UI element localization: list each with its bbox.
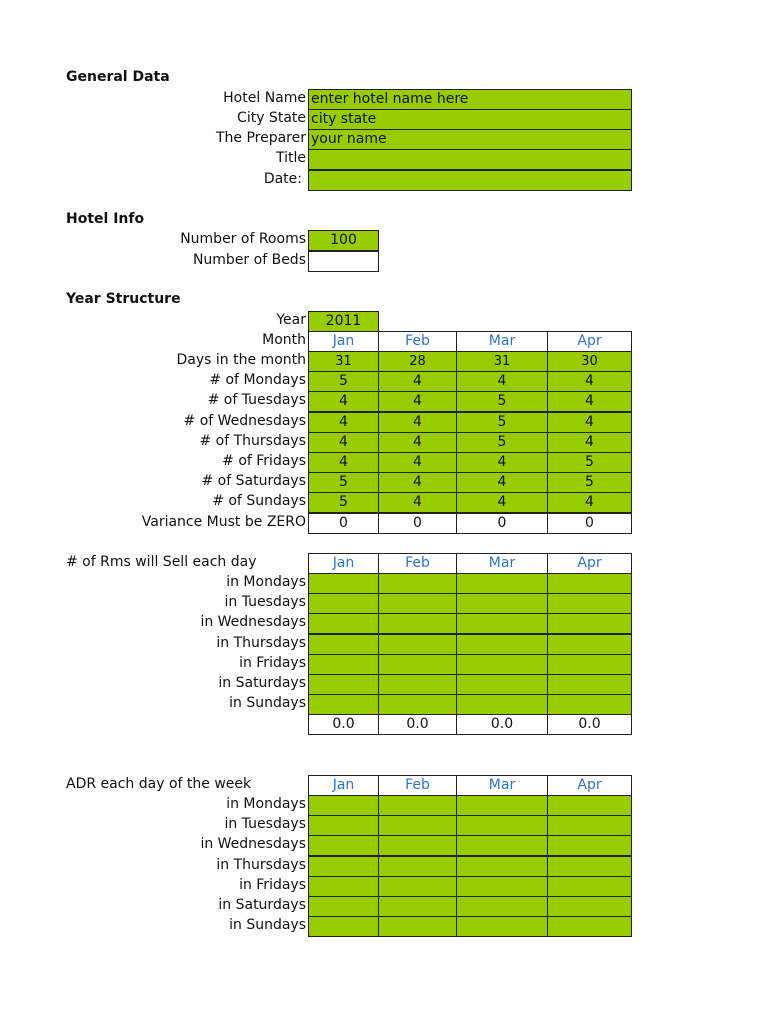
ys-cell-jan[interactable]: 5 [308,472,379,493]
rooms-sell-day-label: in Saturdays [218,675,306,691]
ys-cell-feb[interactable]: 4 [378,391,457,412]
rooms-sell-input-mar[interactable] [456,573,548,594]
adr-input-jan[interactable] [308,876,379,897]
adr-day-label: in Sundays [229,917,306,934]
ys-cell-mar[interactable]: 5 [456,412,548,433]
ys-cell-apr[interactable]: 4 [547,371,632,392]
ys-cell-apr[interactable]: 4 [547,412,632,433]
ys-row-label: # of Saturdays [201,473,306,490]
rooms-sell-input-mar[interactable] [456,694,548,715]
ys-cell-mar[interactable]: 4 [456,452,548,473]
ys-cell-jan[interactable]: 4 [308,412,379,433]
adr-input-apr[interactable] [547,795,632,816]
rs-month-mar: Mar [456,553,548,574]
adr-input-mar[interactable] [456,815,548,836]
adr-input-mar[interactable] [456,795,548,816]
adr-input-feb[interactable] [378,896,457,917]
rooms-sell-input-mar[interactable] [456,654,548,675]
adr-input-apr[interactable] [547,856,632,877]
rooms-sell-input-apr[interactable] [547,674,632,695]
rooms-sell-input-jan[interactable] [308,654,379,675]
ys-cell-feb[interactable]: 4 [378,492,457,513]
ys-cell-mar[interactable]: 4 [456,492,548,513]
rooms-sell-input-feb[interactable] [378,654,457,675]
year-structure-heading: Year Structure [66,291,181,307]
variance-mar: 0 [456,513,548,534]
hotel-name-field[interactable]: enter hotel name here [308,89,632,110]
ys-cell-jan[interactable]: 4 [308,432,379,453]
ys-cell-jan[interactable]: 31 [308,351,379,372]
rooms-sell-input-jan[interactable] [308,593,379,614]
adr-input-jan[interactable] [308,916,379,937]
adr-input-apr[interactable] [547,916,632,937]
adr-input-feb[interactable] [378,876,457,897]
rooms-sell-input-jan[interactable] [308,674,379,695]
adr-day-label: in Saturdays [218,897,306,913]
adr-day-label: in Thursdays [216,856,306,873]
ys-row-label: # of Fridays [222,453,306,469]
rooms-sell-input-mar[interactable] [456,674,548,695]
month-header-jan: Jan [308,331,379,352]
ys-cell-mar[interactable]: 4 [456,472,548,493]
rooms-field[interactable]: 100 [308,230,379,251]
title-label: Title [275,150,306,166]
rooms-sell-input-feb[interactable] [378,634,457,655]
variance-apr: 0 [547,513,632,534]
ys-cell-apr[interactable]: 4 [547,391,632,412]
rooms-sell-input-feb[interactable] [378,674,457,695]
adr-input-mar[interactable] [456,916,548,937]
adr-month-apr: Apr [547,775,632,796]
general-data-heading: General Data [66,69,170,85]
beds-field[interactable] [308,251,379,272]
adr-input-feb[interactable] [378,916,457,937]
date-field[interactable] [308,170,632,191]
rooms-sell-day-label: in Tuesdays [224,594,306,611]
ys-cell-apr[interactable]: 30 [547,351,632,372]
ys-row-label: # of Mondays [209,372,306,389]
rooms-sell-input-feb[interactable] [378,694,457,715]
ys-cell-feb[interactable]: 4 [378,452,457,473]
rooms-sell-input-apr[interactable] [547,654,632,675]
preparer-field[interactable]: your name [308,129,632,150]
rooms-sell-input-jan[interactable] [308,613,379,634]
variance-jan: 0 [308,513,379,534]
rs-total-mar: 0.0 [456,714,548,735]
ys-cell-apr[interactable]: 4 [547,432,632,453]
month-header-apr: Apr [547,331,632,352]
adr-input-jan[interactable] [308,795,379,816]
adr-input-mar[interactable] [456,856,548,877]
adr-input-apr[interactable] [547,876,632,897]
adr-input-mar[interactable] [456,876,548,897]
adr-month-jan: Jan [308,775,379,796]
rooms-sell-input-jan[interactable] [308,694,379,715]
adr-input-jan[interactable] [308,815,379,836]
ys-cell-feb[interactable]: 4 [378,472,457,493]
year-field[interactable]: 2011 [308,311,379,332]
rooms-sell-input-mar[interactable] [456,613,548,634]
rooms-sell-input-apr[interactable] [547,634,632,655]
rs-total-apr: 0.0 [547,714,632,735]
ys-cell-mar[interactable]: 5 [456,432,548,453]
month-label: Month [262,332,306,348]
rooms-sell-input-jan[interactable] [308,573,379,594]
adr-input-feb[interactable] [378,835,457,856]
variance-feb: 0 [378,513,457,534]
ys-cell-mar[interactable]: 31 [456,351,548,372]
variance-label: Variance Must be ZERO [141,514,306,530]
ys-row-label: # of Thursdays [199,432,306,449]
ys-cell-jan[interactable]: 5 [308,371,379,392]
year-label: Year [276,312,306,328]
adr-input-apr[interactable] [547,896,632,917]
adr-input-apr[interactable] [547,835,632,856]
rooms-sell-input-jan[interactable] [308,634,379,655]
ys-cell-feb[interactable]: 4 [378,371,457,392]
rooms-sell-day-label: in Thursdays [216,634,306,651]
city-state-label: City State [237,110,306,126]
adr-input-jan[interactable] [308,856,379,877]
adr-day-label: in Fridays [239,876,306,893]
rooms-sell-heading: # of Rms will Sell each day [66,554,257,570]
ys-cell-feb[interactable]: 4 [378,432,457,453]
adr-input-feb[interactable] [378,856,457,877]
rooms-sell-input-feb[interactable] [378,593,457,614]
adr-input-apr[interactable] [547,815,632,836]
rooms-sell-input-apr[interactable] [547,573,632,594]
adr-input-mar[interactable] [456,835,548,856]
month-header-feb: Feb [378,331,457,352]
ys-cell-jan[interactable]: 4 [308,452,379,473]
adr-input-jan[interactable] [308,835,379,856]
ys-row-label: Days in the month [176,352,306,368]
hotel-name-label: Hotel Name [223,90,306,106]
ys-row-label: # of Sundays [212,493,306,510]
date-label: Date: [263,171,302,187]
rooms-sell-input-apr[interactable] [547,694,632,715]
ys-cell-mar[interactable]: 4 [456,371,548,392]
rooms-sell-input-apr[interactable] [547,613,632,634]
ys-cell-mar[interactable]: 5 [456,391,548,412]
adr-input-jan[interactable] [308,896,379,917]
rooms-sell-day-label: in Sundays [229,695,306,712]
adr-day-label: in Tuesdays [224,816,306,833]
rooms-sell-input-mar[interactable] [456,593,548,614]
preparer-label: The Preparer [215,130,306,146]
adr-heading: ADR each day of the week [66,776,252,792]
rs-month-jan: Jan [308,553,379,574]
adr-day-label: in Mondays [226,796,306,812]
month-header-mar: Mar [456,331,548,352]
hotel-info-heading: Hotel Info [66,211,145,227]
ys-cell-apr[interactable]: 5 [547,472,632,493]
ys-row-label: # of Wednesdays [183,412,306,429]
adr-month-feb: Feb [378,775,457,796]
adr-month-mar: Mar [456,775,548,796]
adr-input-feb[interactable] [378,795,457,816]
rooms-sell-day-label: in Wednesdays [200,614,306,631]
rs-total-jan: 0.0 [308,714,379,735]
city-state-field[interactable]: city state [308,109,632,130]
beds-label: Number of Beds [192,252,306,268]
ys-cell-apr[interactable]: 4 [547,492,632,513]
ys-cell-feb[interactable]: 4 [378,412,457,433]
ys-cell-feb[interactable]: 28 [378,351,457,372]
rooms-sell-input-feb[interactable] [378,613,457,634]
rooms-sell-day-label: in Mondays [226,574,306,590]
rooms-sell-input-feb[interactable] [378,573,457,594]
rs-month-apr: Apr [547,553,632,574]
title-field[interactable] [308,149,632,170]
ys-cell-jan[interactable]: 4 [308,391,379,412]
rooms-label: Number of Rooms [180,231,306,247]
ys-cell-jan[interactable]: 5 [308,492,379,513]
rooms-sell-day-label: in Fridays [239,654,306,671]
rs-month-feb: Feb [378,553,457,574]
adr-day-label: in Wednesdays [200,836,306,853]
rooms-sell-input-apr[interactable] [547,593,632,614]
ys-cell-apr[interactable]: 5 [547,452,632,473]
adr-input-mar[interactable] [456,896,548,917]
rooms-sell-input-mar[interactable] [456,634,548,655]
adr-input-feb[interactable] [378,815,457,836]
ys-row-label: # of Tuesdays [207,392,306,409]
rs-total-feb: 0.0 [378,714,457,735]
